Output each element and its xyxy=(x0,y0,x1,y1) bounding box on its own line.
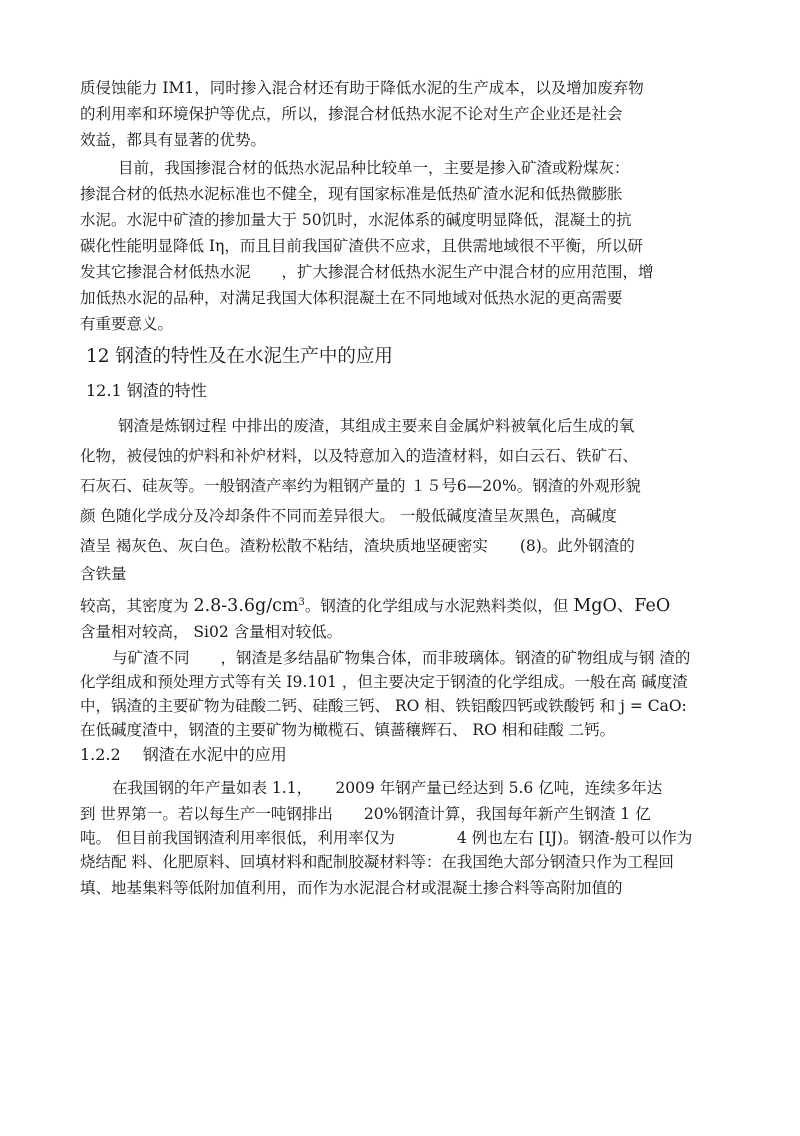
heading-text: 钢渣在水泥中的应用 xyxy=(142,745,287,764)
text-line: 到 世界第一。若以每生产一吨钢排出 20%钢渣计算，我国每年新产生钢渣 1 亿 xyxy=(80,805,651,823)
density-exponent: 3 xyxy=(298,596,305,608)
text-line: 化物，被侵蚀的炉料和补炉材料，以及特意加入的造渣材料，如白云石、铁矿石、 xyxy=(80,447,639,465)
text-line: 在低碱度渣中，钢渣的主要矿物为橄榄石、镇蔷穰辉石、 RO 相和硅酸 二钙。 xyxy=(80,721,616,739)
text-line: 的利用率和环境保护等优点，所以，掺混合材低热水泥不论对生产企业还是社会 xyxy=(80,105,623,123)
text-run: 渣呈 褐灰色、灰白色。渣粉松散不粘结，渣块质地坚硬密实 xyxy=(80,537,488,555)
text-line: 颜 色随化学成分及冷却条件不同而差异很大。 一般低碱度渣呈灰黑色，高碱度 xyxy=(80,507,617,525)
subsection-heading: 12.1 钢渣的特性 xyxy=(86,381,207,400)
text-line: 发其它掺混合材低热水泥 ，扩大掺混合材低热水泥生产中混合材的应用范围，增 xyxy=(80,263,654,281)
text-line: 加低热水泥的品种，对满足我国大体积混凝土在不同地域对低热水泥的更高需要 xyxy=(80,289,623,307)
text-line: 与矿渣不同 ，钢渣是多结晶矿物集合体，而非玻璃体。钢渣的矿物组成与钢 渣的 xyxy=(112,649,691,667)
text-line: 填、地基集料等低附加值利用，而作为水泥混合材或混凝土掺合料等高附加值的 xyxy=(80,879,623,897)
text-line: 钢渣是炼钢过程 中排出的废渣，其组成主要来自金属炉料被氧化后生成的氧 xyxy=(118,417,635,435)
text-line: 目前，我国掺混合材的低热水泥品种比较单一，主要是掺入矿渣或粉煤灰： xyxy=(118,159,630,177)
text-line: 含量相对较高， Si02 含量相对较低。 xyxy=(80,623,343,641)
text-line: 质侵蚀能力 IM1，同时掺入混合材还有助于降低水泥的生产成本，以及增加废弃物 xyxy=(80,79,644,97)
text-line: 掺混合材的低热水泥标准也不健全，现有国家标准是低热矿渣水泥和低热微膨胀 xyxy=(80,185,623,203)
text-line: 碳化性能明显降低 Iη，而且目前我国矿渣供不应求，且供需地域很不平衡，所以研 xyxy=(80,237,643,255)
heading-number: 1.2.2 xyxy=(80,745,121,764)
text-run: 较高，其密度为 xyxy=(80,597,194,615)
text-line: 石灰石、硅灰等。一般钢渣产率约为粗钢产量的 １５号6—20%。钢渣的外观形貌 xyxy=(80,477,641,495)
citation-ref: (8)。此外钢渣的 xyxy=(519,537,635,555)
text-line: 有重要意义。 xyxy=(80,315,174,333)
text-line: 效益，都具有显著的优势。 xyxy=(80,131,267,149)
density-value: 2.8-3.6g/cm xyxy=(193,596,299,616)
text-line: 吨。 但目前我国钢渣利用率很低，利用率仅为 4 例也左右 [IJ)。钢渣-般可以作为 xyxy=(80,829,693,847)
text-line xyxy=(80,596,670,616)
subsection-heading xyxy=(80,744,287,766)
formula-text: MgO、FeO xyxy=(573,596,671,616)
text-line: 水泥。水泥中矿渣的掺加量大于 50饥时，水泥体系的碱度明显降低，混凝土的抗 xyxy=(80,211,632,229)
text-line: 在我国钢的年产量如表 1.1， 2009 年钢产量已经达到 5.6 亿吨，连续多年达 xyxy=(112,779,663,797)
text-line: 烧结配 料、化肥原料、回填材料和配制胶凝材料等：在我国绝大部分钢渣只作为工程回 xyxy=(80,853,674,871)
text-line: 中，锅渣的主要矿物为硅酸二钙、硅酸三钙、 RO 相、铁铝酸四钙或铁酸钙 和 j = CaO: xyxy=(80,697,687,715)
text-run: 。钢渣的化学组成与水泥熟料类似，但 xyxy=(304,597,574,615)
section-heading: 12 钢渣的特性及在水泥生产中的应用 xyxy=(86,346,393,367)
text-line xyxy=(80,536,635,556)
text-line: 化学组成和预处理方式等有关 I9.101 ，但主要决定于钢渣的化学组成。一般在高 碱度渣 xyxy=(80,673,688,691)
text-line: 含铁量 xyxy=(80,565,127,583)
